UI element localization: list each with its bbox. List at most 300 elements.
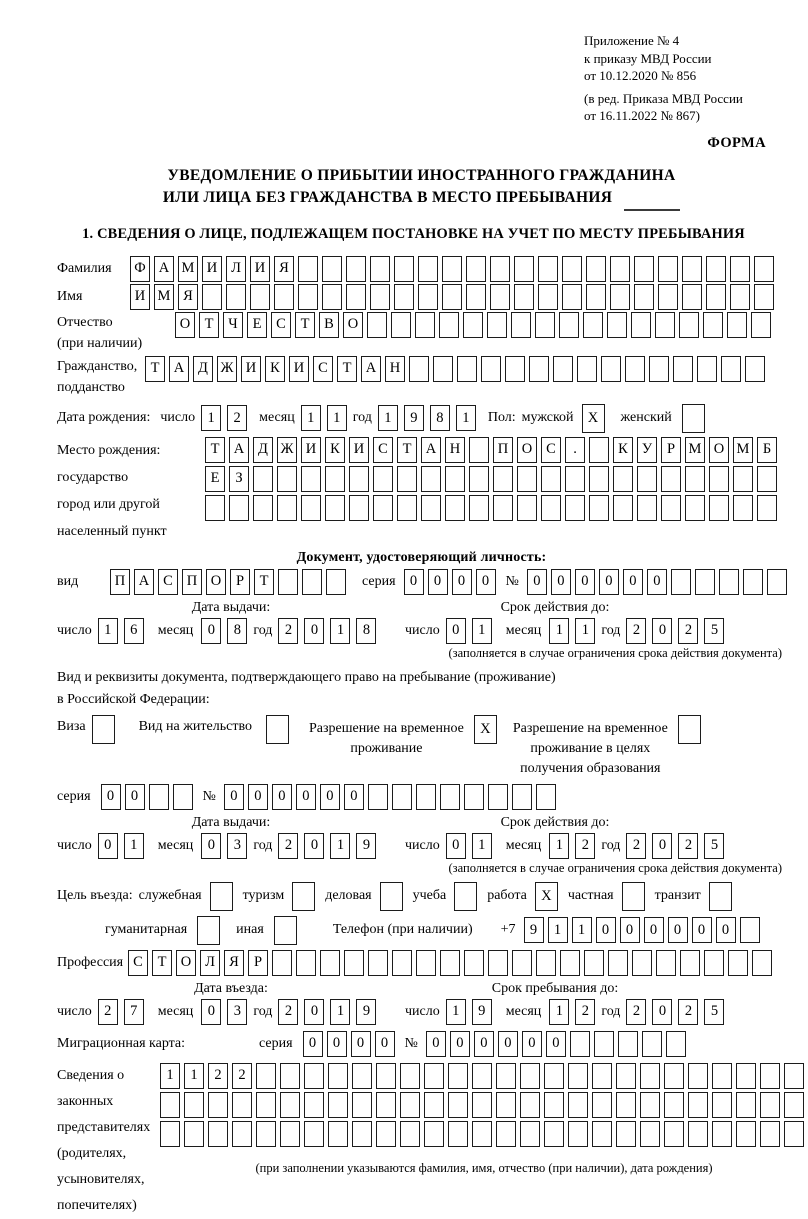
char-cell[interactable]: Н bbox=[385, 356, 405, 382]
char-cell[interactable]: 0 bbox=[474, 1031, 494, 1057]
char-cell[interactable]: Т bbox=[337, 356, 357, 382]
char-cell[interactable] bbox=[400, 1063, 420, 1089]
char-cell[interactable] bbox=[601, 356, 621, 382]
char-cell[interactable]: 2 bbox=[575, 833, 595, 859]
char-cell[interactable]: М bbox=[733, 437, 753, 463]
char-cell[interactable]: Т bbox=[397, 437, 417, 463]
char-cell[interactable] bbox=[760, 1063, 780, 1089]
char-cell[interactable] bbox=[745, 356, 765, 382]
char-cell[interactable]: 0 bbox=[476, 569, 496, 595]
char-cell[interactable] bbox=[481, 356, 501, 382]
char-cell[interactable]: 0 bbox=[304, 833, 324, 859]
char-cell[interactable] bbox=[392, 950, 412, 976]
char-cell[interactable]: А bbox=[421, 437, 441, 463]
char-cell[interactable] bbox=[592, 1092, 612, 1118]
char-cell[interactable] bbox=[149, 784, 169, 810]
char-cell[interactable]: 1 bbox=[330, 999, 350, 1025]
char-cell[interactable] bbox=[352, 1063, 372, 1089]
char-cell[interactable]: Я bbox=[178, 284, 198, 310]
char-cell[interactable] bbox=[296, 950, 316, 976]
char-cell[interactable] bbox=[448, 1121, 468, 1147]
char-cell[interactable] bbox=[751, 312, 771, 338]
char-cell[interactable]: 6 bbox=[124, 618, 144, 644]
char-cell[interactable] bbox=[352, 1121, 372, 1147]
char-cell[interactable] bbox=[418, 284, 438, 310]
char-cell[interactable]: П bbox=[182, 569, 202, 595]
char-cell[interactable] bbox=[721, 356, 741, 382]
char-cell[interactable] bbox=[392, 784, 412, 810]
char-cell[interactable]: К bbox=[265, 356, 285, 382]
char-cell[interactable] bbox=[570, 1031, 590, 1057]
char-cell[interactable] bbox=[488, 950, 508, 976]
char-cell[interactable]: Т bbox=[254, 569, 274, 595]
char-cell[interactable] bbox=[496, 1121, 516, 1147]
char-cell[interactable]: Ж bbox=[277, 437, 297, 463]
char-cell[interactable]: 0 bbox=[272, 784, 292, 810]
char-cell[interactable] bbox=[409, 356, 429, 382]
char-cell[interactable]: Т bbox=[145, 356, 165, 382]
char-cell[interactable]: 1 bbox=[98, 618, 118, 644]
char-cell[interactable]: 0 bbox=[575, 569, 595, 595]
char-cell[interactable] bbox=[688, 1092, 708, 1118]
char-cell[interactable]: Т bbox=[152, 950, 172, 976]
char-cell[interactable] bbox=[160, 1092, 180, 1118]
char-cell[interactable]: 8 bbox=[430, 405, 450, 431]
char-cell[interactable] bbox=[325, 466, 345, 492]
char-cell[interactable] bbox=[322, 256, 342, 282]
char-cell[interactable]: К bbox=[613, 437, 633, 463]
char-cell[interactable] bbox=[736, 1063, 756, 1089]
char-cell[interactable] bbox=[92, 715, 115, 744]
char-cell[interactable] bbox=[538, 284, 558, 310]
char-cell[interactable] bbox=[562, 284, 582, 310]
char-cell[interactable] bbox=[421, 495, 441, 521]
char-cell[interactable]: Н bbox=[445, 437, 465, 463]
char-cell[interactable]: 0 bbox=[201, 999, 221, 1025]
char-cell[interactable] bbox=[784, 1092, 804, 1118]
char-cell[interactable] bbox=[380, 882, 403, 911]
char-cell[interactable] bbox=[622, 882, 645, 911]
char-cell[interactable] bbox=[272, 950, 292, 976]
char-cell[interactable]: 1 bbox=[446, 999, 466, 1025]
char-cell[interactable] bbox=[160, 1121, 180, 1147]
char-cell[interactable] bbox=[733, 466, 753, 492]
char-cell[interactable] bbox=[298, 256, 318, 282]
char-cell[interactable]: 8 bbox=[227, 618, 247, 644]
char-cell[interactable]: И bbox=[349, 437, 369, 463]
char-cell[interactable] bbox=[616, 1092, 636, 1118]
char-cell[interactable]: В bbox=[319, 312, 339, 338]
char-cell[interactable] bbox=[445, 466, 465, 492]
char-cell[interactable] bbox=[496, 1063, 516, 1089]
char-cell[interactable]: 0 bbox=[450, 1031, 470, 1057]
char-cell[interactable]: Д bbox=[253, 437, 273, 463]
char-cell[interactable] bbox=[712, 1092, 732, 1118]
char-cell[interactable] bbox=[328, 1063, 348, 1089]
char-cell[interactable] bbox=[760, 1092, 780, 1118]
char-cell[interactable]: А bbox=[361, 356, 381, 382]
char-cell[interactable] bbox=[760, 1121, 780, 1147]
char-cell[interactable] bbox=[349, 495, 369, 521]
char-cell[interactable]: З bbox=[229, 466, 249, 492]
char-cell[interactable]: 0 bbox=[652, 999, 672, 1025]
char-cell[interactable] bbox=[226, 284, 246, 310]
char-cell[interactable] bbox=[448, 1063, 468, 1089]
char-cell[interactable] bbox=[416, 784, 436, 810]
char-cell[interactable] bbox=[184, 1121, 204, 1147]
char-cell[interactable] bbox=[685, 466, 705, 492]
char-cell[interactable] bbox=[274, 284, 294, 310]
char-cell[interactable]: 2 bbox=[278, 618, 298, 644]
char-cell[interactable] bbox=[733, 495, 753, 521]
char-cell[interactable]: 9 bbox=[472, 999, 492, 1025]
char-cell[interactable]: 5 bbox=[704, 999, 724, 1025]
char-cell[interactable] bbox=[472, 1121, 492, 1147]
char-cell[interactable]: С bbox=[128, 950, 148, 976]
char-cell[interactable]: 1 bbox=[201, 405, 221, 431]
char-cell[interactable] bbox=[232, 1092, 252, 1118]
char-cell[interactable]: 0 bbox=[375, 1031, 395, 1057]
char-cell[interactable]: С bbox=[313, 356, 333, 382]
char-cell[interactable]: X bbox=[535, 882, 558, 911]
char-cell[interactable]: 0 bbox=[498, 1031, 518, 1057]
char-cell[interactable]: Р bbox=[248, 950, 268, 976]
char-cell[interactable]: Т bbox=[295, 312, 315, 338]
char-cell[interactable]: 0 bbox=[320, 784, 340, 810]
char-cell[interactable]: 0 bbox=[327, 1031, 347, 1057]
char-cell[interactable] bbox=[544, 1121, 564, 1147]
char-cell[interactable]: Я bbox=[224, 950, 244, 976]
char-cell[interactable] bbox=[208, 1121, 228, 1147]
char-cell[interactable]: Ж bbox=[217, 356, 237, 382]
char-cell[interactable] bbox=[685, 495, 705, 521]
char-cell[interactable] bbox=[616, 1063, 636, 1089]
char-cell[interactable]: 0 bbox=[303, 1031, 323, 1057]
char-cell[interactable] bbox=[703, 312, 723, 338]
char-cell[interactable] bbox=[658, 284, 678, 310]
char-cell[interactable] bbox=[613, 466, 633, 492]
char-cell[interactable] bbox=[568, 1092, 588, 1118]
char-cell[interactable] bbox=[589, 495, 609, 521]
char-cell[interactable] bbox=[568, 1121, 588, 1147]
char-cell[interactable]: 2 bbox=[575, 999, 595, 1025]
char-cell[interactable]: М bbox=[178, 256, 198, 282]
char-cell[interactable] bbox=[757, 495, 777, 521]
char-cell[interactable] bbox=[424, 1063, 444, 1089]
char-cell[interactable] bbox=[454, 882, 477, 911]
char-cell[interactable] bbox=[625, 356, 645, 382]
char-cell[interactable] bbox=[511, 312, 531, 338]
char-cell[interactable]: . bbox=[565, 437, 585, 463]
char-cell[interactable] bbox=[173, 784, 193, 810]
char-cell[interactable] bbox=[292, 882, 315, 911]
char-cell[interactable] bbox=[640, 1063, 660, 1089]
char-cell[interactable] bbox=[373, 466, 393, 492]
char-cell[interactable] bbox=[664, 1092, 684, 1118]
char-cell[interactable] bbox=[560, 950, 580, 976]
char-cell[interactable] bbox=[680, 950, 700, 976]
char-cell[interactable] bbox=[400, 1121, 420, 1147]
char-cell[interactable] bbox=[586, 284, 606, 310]
char-cell[interactable]: 0 bbox=[647, 569, 667, 595]
char-cell[interactable] bbox=[301, 466, 321, 492]
char-cell[interactable]: И bbox=[289, 356, 309, 382]
char-cell[interactable]: 0 bbox=[304, 618, 324, 644]
char-cell[interactable]: 1 bbox=[472, 618, 492, 644]
char-cell[interactable]: 9 bbox=[356, 999, 376, 1025]
char-cell[interactable]: 1 bbox=[572, 917, 592, 943]
char-cell[interactable] bbox=[445, 495, 465, 521]
char-cell[interactable] bbox=[493, 466, 513, 492]
char-cell[interactable]: К bbox=[325, 437, 345, 463]
char-cell[interactable]: 0 bbox=[446, 618, 466, 644]
char-cell[interactable] bbox=[488, 784, 508, 810]
char-cell[interactable]: 0 bbox=[428, 569, 448, 595]
char-cell[interactable] bbox=[673, 356, 693, 382]
char-cell[interactable] bbox=[679, 312, 699, 338]
char-cell[interactable] bbox=[208, 1092, 228, 1118]
char-cell[interactable] bbox=[637, 495, 657, 521]
char-cell[interactable] bbox=[472, 1092, 492, 1118]
char-cell[interactable] bbox=[678, 715, 701, 744]
char-cell[interactable]: О bbox=[206, 569, 226, 595]
char-cell[interactable]: Е bbox=[205, 466, 225, 492]
char-cell[interactable] bbox=[712, 1063, 732, 1089]
char-cell[interactable]: 1 bbox=[378, 405, 398, 431]
char-cell[interactable] bbox=[520, 1121, 540, 1147]
char-cell[interactable] bbox=[538, 256, 558, 282]
char-cell[interactable] bbox=[202, 284, 222, 310]
char-cell[interactable]: Л bbox=[226, 256, 246, 282]
char-cell[interactable] bbox=[529, 356, 549, 382]
char-cell[interactable]: 2 bbox=[678, 833, 698, 859]
char-cell[interactable] bbox=[373, 495, 393, 521]
char-cell[interactable]: А bbox=[169, 356, 189, 382]
char-cell[interactable]: 0 bbox=[652, 618, 672, 644]
char-cell[interactable] bbox=[682, 284, 702, 310]
char-cell[interactable] bbox=[250, 284, 270, 310]
char-cell[interactable] bbox=[565, 495, 585, 521]
char-cell[interactable]: 5 bbox=[704, 833, 724, 859]
char-cell[interactable] bbox=[415, 312, 435, 338]
char-cell[interactable]: И bbox=[250, 256, 270, 282]
char-cell[interactable]: 0 bbox=[201, 618, 221, 644]
char-cell[interactable] bbox=[394, 284, 414, 310]
char-cell[interactable] bbox=[397, 466, 417, 492]
char-cell[interactable] bbox=[346, 256, 366, 282]
char-cell[interactable] bbox=[634, 256, 654, 282]
char-cell[interactable] bbox=[370, 256, 390, 282]
char-cell[interactable]: О bbox=[176, 950, 196, 976]
char-cell[interactable]: 0 bbox=[692, 917, 712, 943]
char-cell[interactable]: Е bbox=[247, 312, 267, 338]
char-cell[interactable] bbox=[301, 495, 321, 521]
char-cell[interactable] bbox=[709, 882, 732, 911]
char-cell[interactable]: 1 bbox=[548, 917, 568, 943]
char-cell[interactable] bbox=[736, 1121, 756, 1147]
char-cell[interactable]: 0 bbox=[351, 1031, 371, 1057]
char-cell[interactable]: И bbox=[301, 437, 321, 463]
char-cell[interactable] bbox=[496, 1092, 516, 1118]
char-cell[interactable] bbox=[565, 466, 585, 492]
char-cell[interactable] bbox=[520, 1092, 540, 1118]
char-cell[interactable]: У bbox=[637, 437, 657, 463]
char-cell[interactable]: И bbox=[202, 256, 222, 282]
char-cell[interactable]: Р bbox=[661, 437, 681, 463]
char-cell[interactable] bbox=[536, 784, 556, 810]
char-cell[interactable] bbox=[464, 784, 484, 810]
char-cell[interactable] bbox=[433, 356, 453, 382]
char-cell[interactable]: 0 bbox=[620, 917, 640, 943]
char-cell[interactable] bbox=[440, 784, 460, 810]
char-cell[interactable] bbox=[541, 466, 561, 492]
char-cell[interactable]: И bbox=[130, 284, 150, 310]
char-cell[interactable]: 1 bbox=[330, 833, 350, 859]
char-cell[interactable] bbox=[302, 569, 322, 595]
char-cell[interactable] bbox=[400, 1092, 420, 1118]
char-cell[interactable]: 0 bbox=[551, 569, 571, 595]
char-cell[interactable] bbox=[712, 1121, 732, 1147]
char-cell[interactable] bbox=[613, 495, 633, 521]
char-cell[interactable]: X bbox=[474, 715, 497, 744]
char-cell[interactable]: 2 bbox=[232, 1063, 252, 1089]
char-cell[interactable]: 0 bbox=[527, 569, 547, 595]
char-cell[interactable] bbox=[370, 284, 390, 310]
char-cell[interactable] bbox=[418, 256, 438, 282]
char-cell[interactable] bbox=[280, 1121, 300, 1147]
char-cell[interactable]: 2 bbox=[626, 618, 646, 644]
char-cell[interactable] bbox=[442, 284, 462, 310]
char-cell[interactable] bbox=[640, 1121, 660, 1147]
char-cell[interactable] bbox=[232, 1121, 252, 1147]
char-cell[interactable] bbox=[616, 1121, 636, 1147]
char-cell[interactable] bbox=[326, 569, 346, 595]
char-cell[interactable]: 2 bbox=[98, 999, 118, 1025]
char-cell[interactable] bbox=[368, 784, 388, 810]
char-cell[interactable]: 1 bbox=[549, 618, 569, 644]
char-cell[interactable]: 1 bbox=[160, 1063, 180, 1089]
char-cell[interactable] bbox=[490, 256, 510, 282]
char-cell[interactable] bbox=[728, 950, 748, 976]
char-cell[interactable] bbox=[584, 950, 604, 976]
char-cell[interactable] bbox=[784, 1063, 804, 1089]
char-cell[interactable]: Я bbox=[274, 256, 294, 282]
char-cell[interactable]: 0 bbox=[644, 917, 664, 943]
char-cell[interactable] bbox=[610, 284, 630, 310]
char-cell[interactable] bbox=[664, 1063, 684, 1089]
char-cell[interactable]: 2 bbox=[227, 405, 247, 431]
char-cell[interactable] bbox=[520, 1063, 540, 1089]
char-cell[interactable]: 0 bbox=[344, 784, 364, 810]
char-cell[interactable] bbox=[727, 312, 747, 338]
char-cell[interactable] bbox=[277, 466, 297, 492]
char-cell[interactable] bbox=[671, 569, 691, 595]
char-cell[interactable] bbox=[706, 256, 726, 282]
char-cell[interactable] bbox=[730, 284, 750, 310]
char-cell[interactable] bbox=[205, 495, 225, 521]
char-cell[interactable] bbox=[278, 569, 298, 595]
char-cell[interactable]: 5 bbox=[704, 618, 724, 644]
char-cell[interactable]: 1 bbox=[327, 405, 347, 431]
char-cell[interactable] bbox=[719, 569, 739, 595]
char-cell[interactable]: 9 bbox=[404, 405, 424, 431]
char-cell[interactable]: 1 bbox=[330, 618, 350, 644]
char-cell[interactable] bbox=[367, 312, 387, 338]
char-cell[interactable] bbox=[642, 1031, 662, 1057]
char-cell[interactable]: Т bbox=[205, 437, 225, 463]
char-cell[interactable] bbox=[253, 495, 273, 521]
char-cell[interactable] bbox=[607, 312, 627, 338]
char-cell[interactable] bbox=[210, 882, 233, 911]
char-cell[interactable] bbox=[634, 284, 654, 310]
char-cell[interactable]: 1 bbox=[184, 1063, 204, 1089]
char-cell[interactable] bbox=[394, 256, 414, 282]
char-cell[interactable]: 0 bbox=[201, 833, 221, 859]
char-cell[interactable] bbox=[421, 466, 441, 492]
char-cell[interactable] bbox=[368, 950, 388, 976]
char-cell[interactable]: 0 bbox=[668, 917, 688, 943]
char-cell[interactable] bbox=[535, 312, 555, 338]
char-cell[interactable] bbox=[266, 715, 289, 744]
char-cell[interactable]: 0 bbox=[452, 569, 472, 595]
char-cell[interactable]: 0 bbox=[98, 833, 118, 859]
char-cell[interactable] bbox=[304, 1063, 324, 1089]
char-cell[interactable] bbox=[487, 312, 507, 338]
char-cell[interactable]: 3 bbox=[227, 833, 247, 859]
char-cell[interactable] bbox=[448, 1092, 468, 1118]
char-cell[interactable] bbox=[709, 495, 729, 521]
char-cell[interactable]: 0 bbox=[522, 1031, 542, 1057]
char-cell[interactable]: 0 bbox=[596, 917, 616, 943]
char-cell[interactable] bbox=[536, 950, 556, 976]
char-cell[interactable]: 0 bbox=[546, 1031, 566, 1057]
char-cell[interactable] bbox=[344, 950, 364, 976]
char-cell[interactable]: И bbox=[241, 356, 261, 382]
char-cell[interactable]: Т bbox=[199, 312, 219, 338]
char-cell[interactable] bbox=[706, 284, 726, 310]
char-cell[interactable]: 0 bbox=[446, 833, 466, 859]
char-cell[interactable] bbox=[469, 466, 489, 492]
char-cell[interactable] bbox=[583, 312, 603, 338]
char-cell[interactable] bbox=[682, 256, 702, 282]
char-cell[interactable]: 0 bbox=[304, 999, 324, 1025]
char-cell[interactable] bbox=[592, 1121, 612, 1147]
char-cell[interactable] bbox=[592, 1063, 612, 1089]
char-cell[interactable]: 0 bbox=[599, 569, 619, 595]
char-cell[interactable] bbox=[256, 1121, 276, 1147]
char-cell[interactable] bbox=[608, 950, 628, 976]
char-cell[interactable] bbox=[320, 950, 340, 976]
char-cell[interactable] bbox=[464, 950, 484, 976]
char-cell[interactable] bbox=[376, 1121, 396, 1147]
char-cell[interactable]: Р bbox=[230, 569, 250, 595]
char-cell[interactable] bbox=[472, 1063, 492, 1089]
char-cell[interactable] bbox=[280, 1092, 300, 1118]
char-cell[interactable] bbox=[640, 1092, 660, 1118]
char-cell[interactable] bbox=[610, 256, 630, 282]
char-cell[interactable]: X bbox=[582, 404, 605, 433]
char-cell[interactable] bbox=[256, 1092, 276, 1118]
char-cell[interactable] bbox=[559, 312, 579, 338]
char-cell[interactable]: 2 bbox=[626, 833, 646, 859]
char-cell[interactable]: 8 bbox=[356, 618, 376, 644]
char-cell[interactable]: 1 bbox=[124, 833, 144, 859]
char-cell[interactable] bbox=[661, 495, 681, 521]
char-cell[interactable] bbox=[304, 1121, 324, 1147]
char-cell[interactable] bbox=[469, 437, 489, 463]
char-cell[interactable]: О bbox=[709, 437, 729, 463]
char-cell[interactable] bbox=[594, 1031, 614, 1057]
